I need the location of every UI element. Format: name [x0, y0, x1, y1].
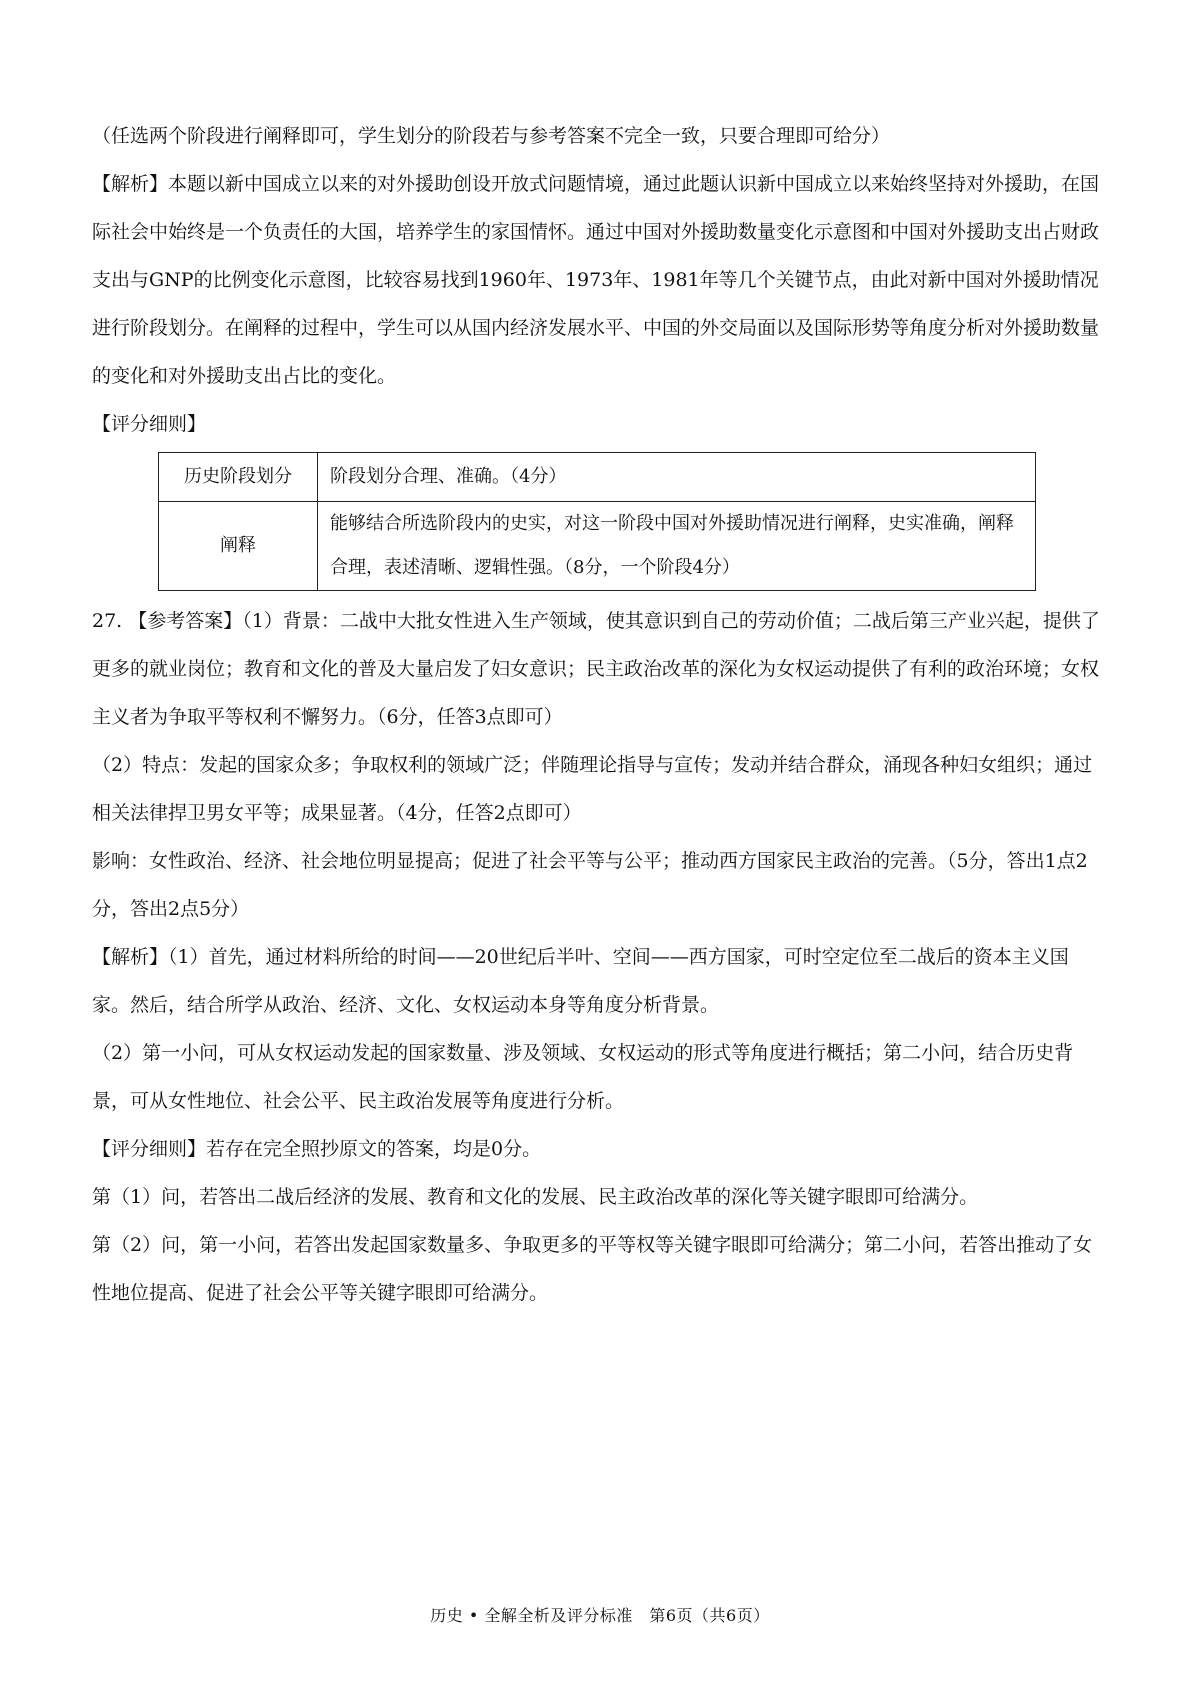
paragraph-scoring-27-q2: 第（2）问，第一小问，若答出发起国家数量多、争取更多的平等权等关键字眼即可给满分；第二小问，若答出推动了女性地位提高、促进了社会公平等关键字眼即可给满分。: [92, 1234, 1093, 1304]
paragraph-note: （任选两个阶段进行阐释即可，学生划分的阶段若与参考答案不完全一致，只要合理即可给分）: [92, 125, 891, 147]
table-cell-label: 历史阶段划分: [159, 453, 318, 502]
document-body: [92, 112, 1102, 1317]
paragraph-analysis-27-2: （2）第一小问，可从女权运动发起的国家数量、涉及领域、女权运动的形式等角度进行概括；第二小问，结合历史背景，可从女性地位、社会公平、民主政治发展等角度进行分析。: [92, 1042, 1074, 1112]
table-row: [159, 453, 1036, 502]
scoring-table: [158, 452, 1036, 591]
table-cell-label: 阐释: [159, 502, 318, 591]
paragraph-answer-27-2: （2）特点：发起的国家众多；争取权利的领域广泛；伴随理论指导与宣传；发动并结合群众，涌现各种妇女组织；通过相关法律捍卫男女平等；成果显著。（4分，任答2点即可）: [92, 754, 1093, 824]
paragraph-scoring-heading: 【评分细则】: [92, 413, 207, 435]
paragraph-analysis-26: 【解析】本题以新中国成立以来的对外援助创设开放式问题情境，通过此题认识新中国成立以来始终坚持对外援助，在国际社会中始终是一个负责任的大国，培养学生的家国情怀。通过中国对外援助数量变化示意图和中国对外援助支出占财政支出与GNP的比例变化示意图，比较容易找到1960年、1973年、1981年等几个关键节点，由此对新中国对外援助情况进行阶段划分。在阐释的过程中，学生可以从国内经济发展水平、中国的外交局面以及国际形势等角度分析对外援助数量的变化和对外援助支出占比的变化。: [92, 173, 1100, 387]
table-row: [159, 502, 1036, 591]
paragraph-answer-27-1: 27. 【参考答案】（1）背景：二战中大批女性进入生产领域，使其意识到自己的劳动价值；二战后第三产业兴起，提供了更多的就业岗位；教育和文化的普及大量启发了妇女意识；民主政治改革的深化为女权运动提供了有利的政治环境；女权主义者为争取平等权利不懈努力。（6分，任答3点即可）: [92, 610, 1100, 728]
paragraph-scoring-27: 【评分细则】若存在完全照抄原文的答案，均是0分。: [92, 1138, 542, 1160]
paragraph-influence: 影响：女性政治、经济、社会地位明显提高；促进了社会平等与公平；推动西方国家民主政治的完善。（5分，答出1点2分，答出2点5分）: [92, 850, 1088, 920]
table-cell-text: 能够结合所选阶段内的史实，对这一阶段中国对外援助情况进行阐释，史实准确，阐释合理，表述清晰、逻辑性强。（8分，一个阶段4分）: [318, 502, 1036, 591]
paragraph-scoring-27-q1: 第（1）问，若答出二战后经济的发展、教育和文化的发展、民主政治改革的深化等关键字眼即可给满分。: [92, 1186, 979, 1208]
paragraph-analysis-27-1: 【解析】（1）首先，通过材料所给的时间——20世纪后半叶、空间——西方国家，可时空定位至二战后的资本主义国家。然后，结合所学从政治、经济、文化、女权运动本身等角度分析背景。: [92, 946, 1069, 1016]
table-cell-text: 阶段划分合理、准确。（4分）: [318, 453, 1036, 502]
page-footer: 历史 • 全解全析及评分标准 第6页（共6页）: [430, 1606, 770, 1625]
